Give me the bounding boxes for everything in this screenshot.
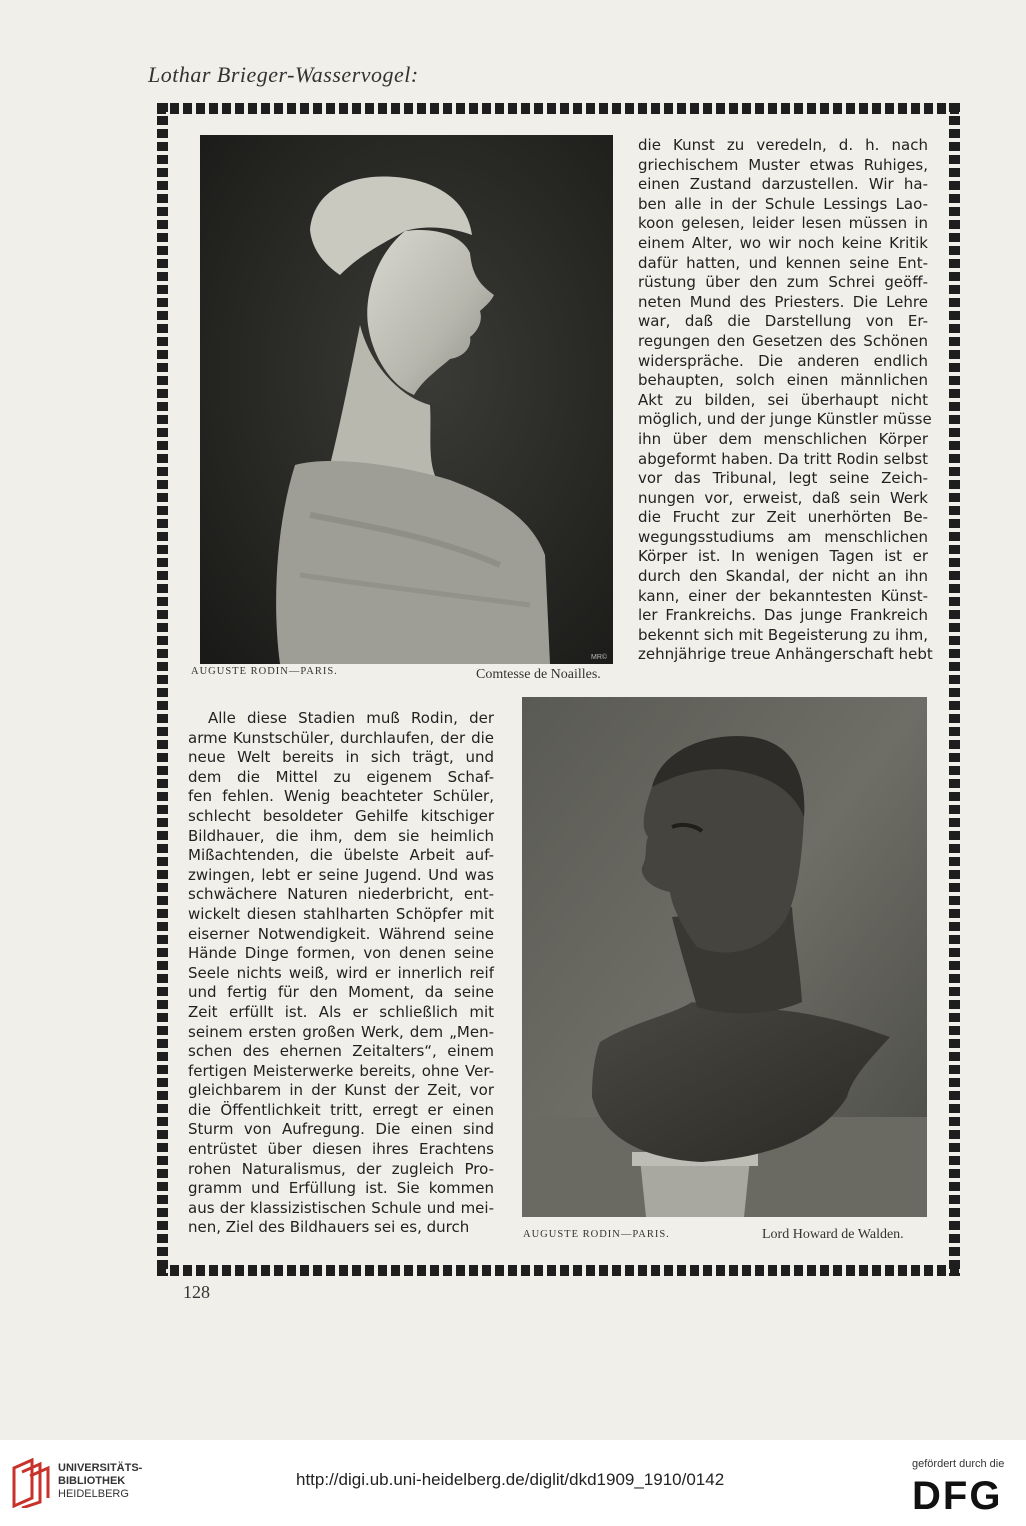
text-line: möglich, und der junge Künstler müsse [638,410,932,429]
text-line: neten Mund des Priesters. Die Lehre [638,292,928,311]
university-library-logo-icon [10,1458,52,1512]
text-line: eiserner Notwendigkeit. Während seine [188,924,494,943]
text-line: einem Alter, wo wir noch keine Kritik [638,233,928,252]
text-line: koon gelesen, leider lesen müssen in [638,214,928,233]
text-line: seinem ersten großen Werk, dem „Men- [188,1022,494,1041]
page-number: 128 [183,1282,210,1302]
text-line: die Kunst zu veredeln, d. h. nach [638,136,928,154]
text-line: behaupten, solch einen männlichen [638,371,928,390]
photo-comtesse-de-noailles [200,135,613,664]
text-line: fertigen Meisterwerke bereits, ohne Ver- [188,1061,494,1080]
library-line-2: BIBLIOTHEK [58,1475,126,1487]
library-line-3: HEIDELBERG [58,1488,129,1500]
text-line: neue Welt bereits in sich trägt, und [188,748,494,767]
library-name [58,1462,142,1501]
text-column-right [638,136,933,665]
frame-left [157,103,168,1276]
text-line: Mißachtenden, die übelste Arbeit auf- [188,846,494,865]
text-line: widerspräche. Die anderen endlich [638,351,928,370]
text-line: griechischem Muster etwas Ruhiges, [638,155,928,174]
text-line: Hände Dinge formen, von denen seine [188,944,494,963]
figure-1-title: Comtesse de Noailles. [476,667,601,682]
text-line: die Öffentlichkeit tritt, erregt er einen [188,1100,494,1119]
text-line: aus der klassizistischen Schule und mei- [188,1198,494,1217]
running-head: Lothar Brieger-Wasservogel: [148,62,419,87]
source-url-link[interactable]: http://digi.ub.uni-heidelberg.de/diglit/dkd1909_1910/0142 [296,1470,725,1489]
text-line: schwächere Naturen niederbricht, ent- [188,885,494,904]
text-line: vor das Tribunal, legt seine Zeich- [638,469,928,488]
frame-bottom [157,1265,960,1276]
text-line: bekennt sich mit Begeisterung zu ihm, [638,625,928,644]
frame-top [157,103,960,114]
text-line: arme Kunstschüler, durchlaufen, der die [188,728,494,747]
dfg-logo: DFG [912,1474,1003,1518]
figure-1-credit: AUGUSTE RODIN—PARIS. [191,666,338,677]
figure-2-credit: AUGUSTE RODIN—PARIS. [523,1229,670,1240]
text-line: zwingen, lebt er seine Jugend. Und was [188,865,494,884]
text-column-left [188,709,494,1238]
text-line: zehnjährige treue Anhängerschaft hebt [638,645,933,664]
photo-lord-howard-de-walden [522,697,927,1217]
text-line: rohen Naturalismus, der zugleich Pro- [188,1159,494,1178]
text-line: Sturm von Aufregung. Die einen sind [188,1120,494,1139]
text-line: Seele nichts weiß, wird er innerlich reif [188,963,494,982]
text-line: gleichbarem in der Kunst der Zeit, vor [188,1081,494,1100]
sponsor-label: gefördert durch die [912,1458,1005,1470]
text-line: schlecht besoldeter Gehilfe kitschiger [188,806,494,825]
text-line: Körper ist. In wenigen Tagen ist er [638,547,928,566]
frame-right [949,103,960,1276]
text-line: ben alle in der Schule Lessings Lao- [638,194,928,213]
library-line-1: UNIVERSITÄTS- [58,1462,143,1474]
text-line: ler Frankreichs. Das junge Frankreich [638,606,928,625]
text-line: dem die Mittel zu eigenem Schaf- [188,767,494,786]
text-line: schen des ehernen Zeitalters“, einem [188,1042,494,1061]
text-line: Bildhauer, die ihm, dem sie heimlich [188,826,494,845]
text-line: war, daß die Darstellung von Er- [638,312,928,331]
text-line: regungen den Gesetzen des Schönen [638,331,928,350]
text-line: die Frucht zur Zeit unerhörten Be- [638,508,928,527]
figure-1-monogram: MR© [591,654,608,661]
text-line: durch den Skandal, der nicht an ihn [638,567,928,586]
footer-bar [0,1440,1026,1526]
text-line: wegungsstudiums am menschlichen [638,527,928,546]
text-line: dafür hatten, und kennen seine Ent- [638,253,928,272]
text-line: Akt zu bilden, sei überhaupt nicht [638,390,928,409]
text-line: einen Zustand darzustellen. Wir ha- [638,175,928,194]
text-line: wickelt diesen stahlharten Schöpfer mit [188,904,494,923]
text-line: entrüstet über diesen ihres Erachtens [188,1140,494,1159]
text-line: nungen vor, erweist, daß sein Werk [638,488,928,507]
text-line: Zeit erfüllt ist. Als er schließlich mit [188,1002,494,1021]
figure-2-title: Lord Howard de Walden. [762,1227,904,1242]
text-line: fen fehlen. Wenig beachteter Schüler, [188,787,494,806]
text-line: ihn über dem menschlichen Körper [638,429,928,448]
text-line: kann, einer der bekanntesten Künst- [638,586,928,605]
text-line: rüstung über den zum Schrei geöff- [638,273,928,292]
text-line: gramm und Erfüllung ist. Sie kommen [188,1179,494,1198]
text-line: Alle diese Stadien muß Rodin, der [208,709,494,727]
text-line: und fertig für den Moment, da seine [188,983,494,1002]
text-line: abgeformt haben. Da tritt Rodin selbst [638,449,928,468]
text-line: nen, Ziel des Bildhauers sei es, durch [188,1218,470,1237]
